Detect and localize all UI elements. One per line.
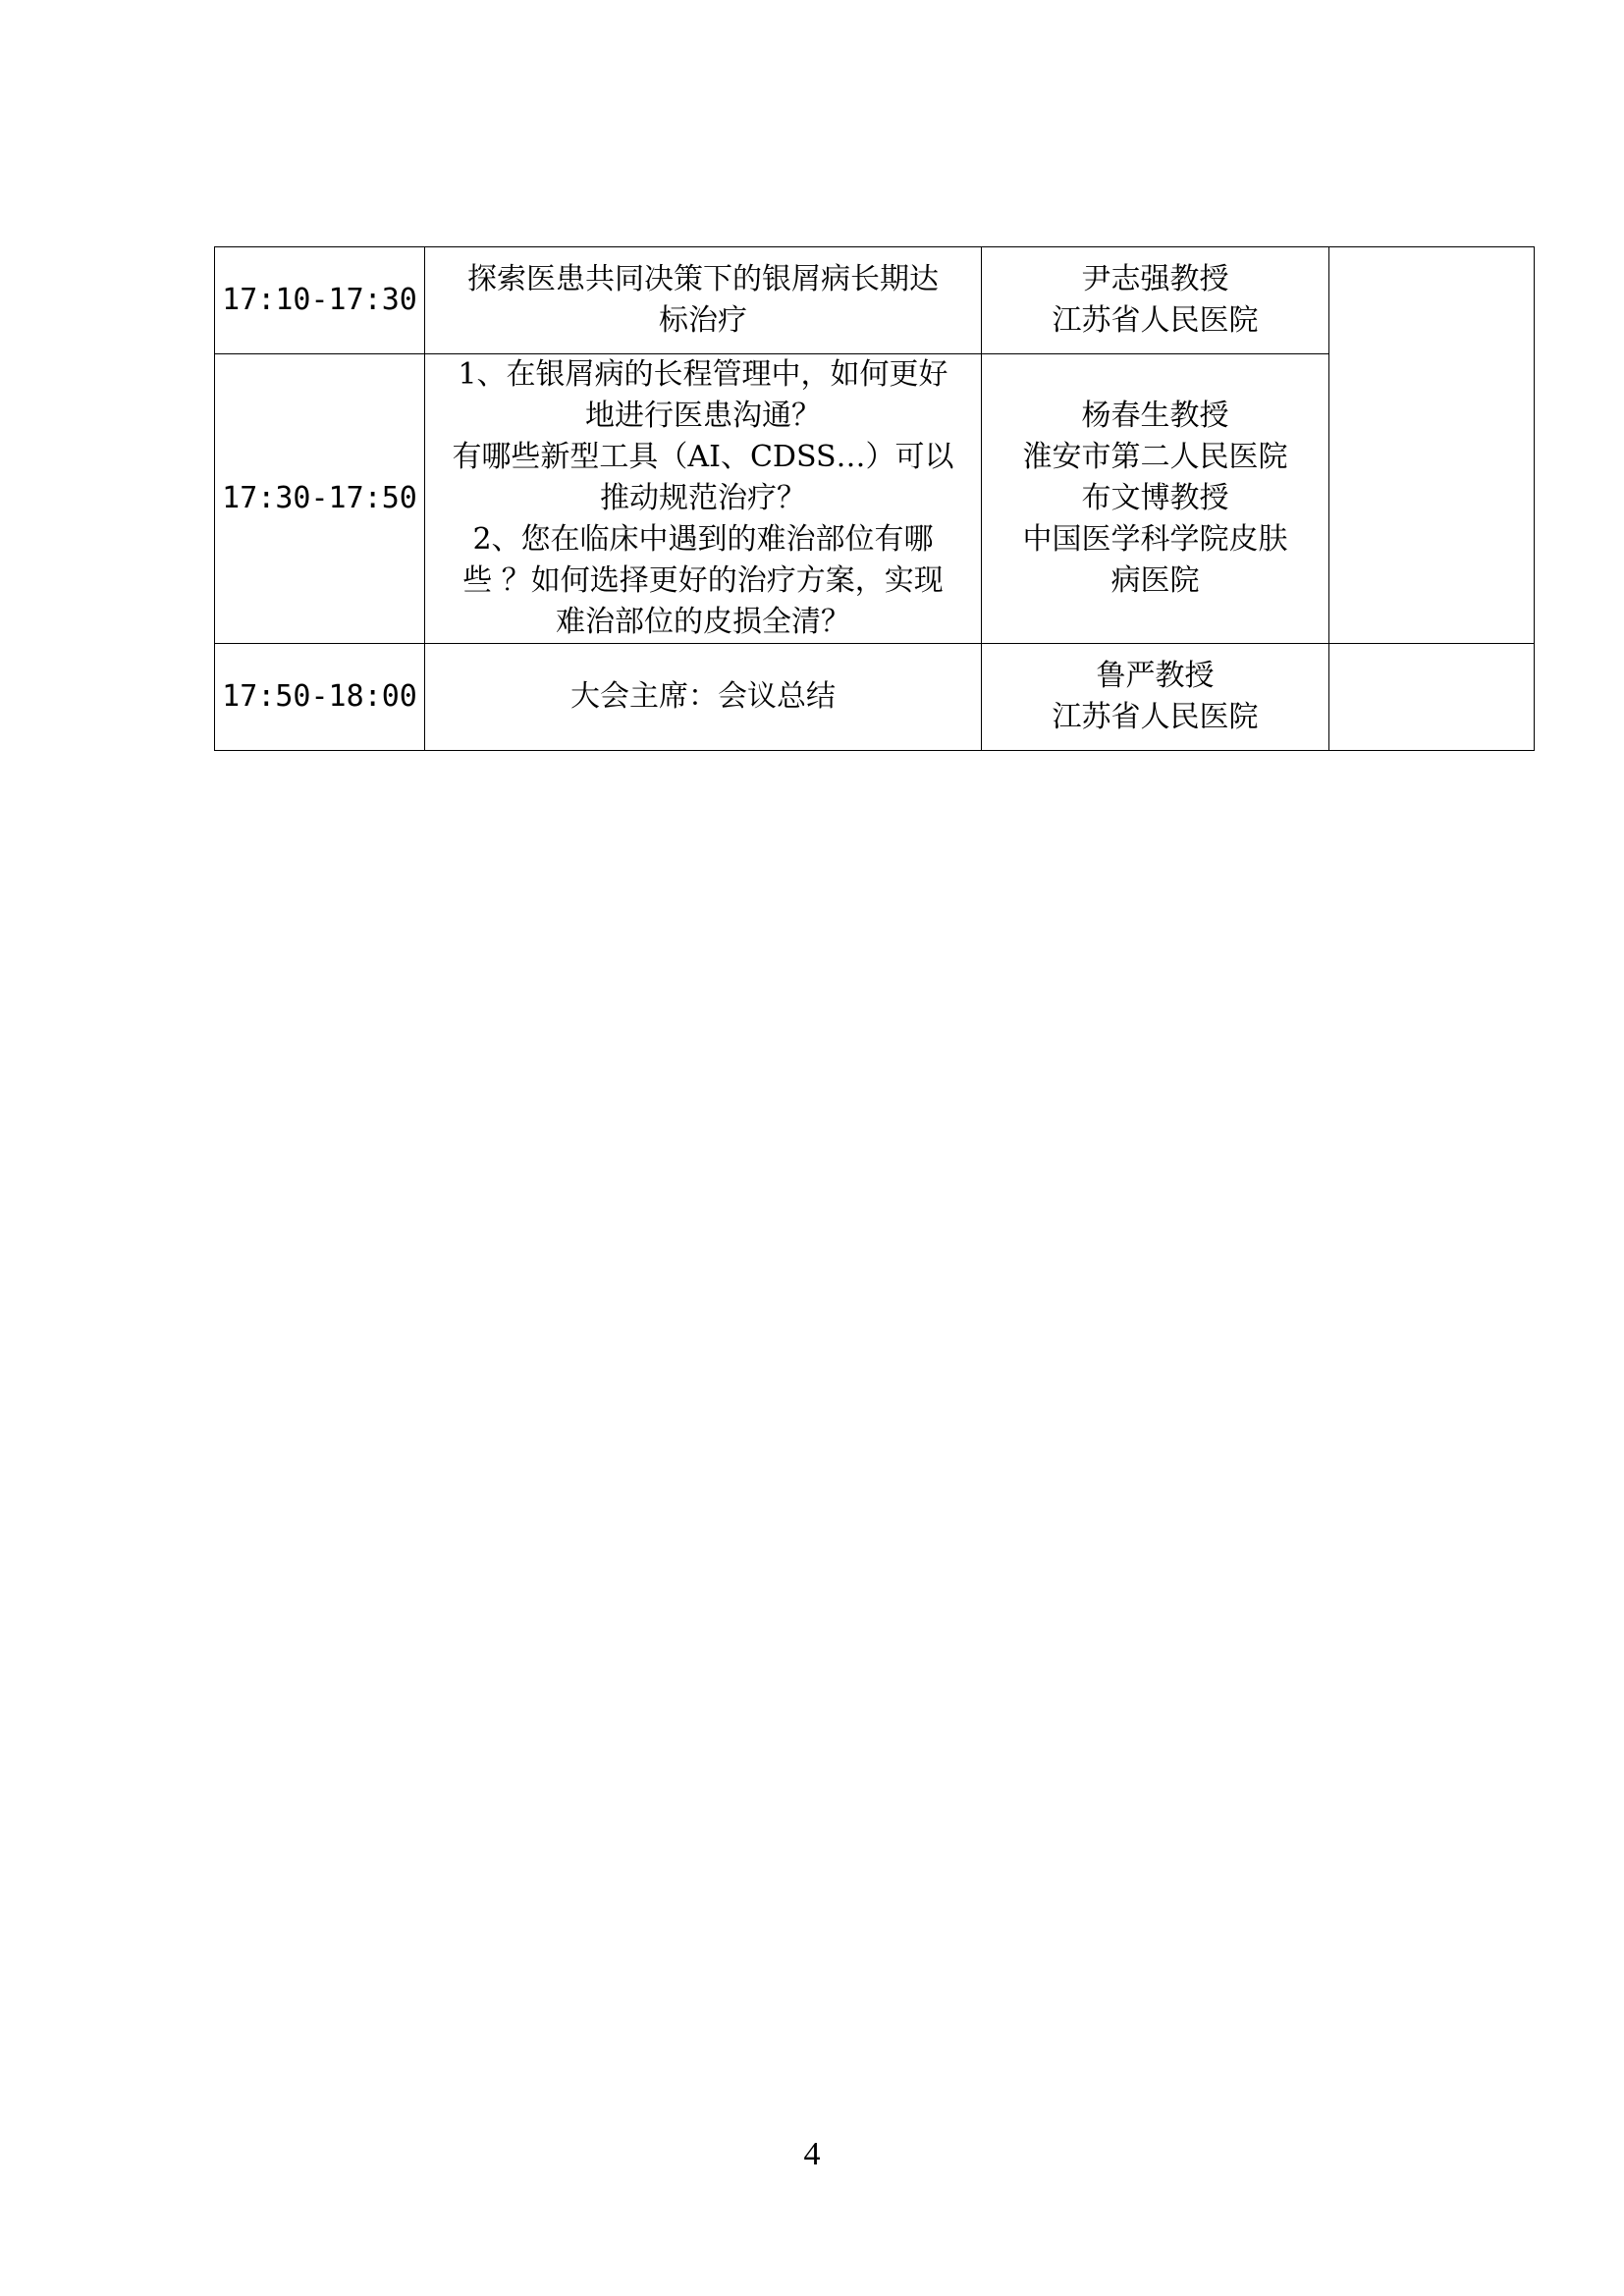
table-row — [215, 247, 1535, 354]
time-cell: 17:10-17:30 — [215, 247, 425, 354]
note-cell — [1329, 247, 1535, 644]
topic-line: 有哪些新型工具（AI、CDSS…）可以 — [452, 440, 954, 474]
time-cell: 17:50-18:00 — [215, 644, 425, 751]
speaker-cell — [982, 354, 1329, 644]
schedule-table — [214, 246, 1535, 751]
speaker-affiliation: 中国医学科学院皮肤 — [1022, 522, 1288, 557]
speaker-affiliation: 江苏省人民医院 — [1052, 700, 1259, 734]
topic-line: 难治部位的皮损全清？ — [556, 605, 850, 639]
speaker-affiliation: 江苏省人民医院 — [1052, 303, 1259, 338]
page-number: 4 — [803, 2136, 821, 2172]
topic-line: 地进行医患沟通？ — [585, 399, 821, 433]
topic-cell — [425, 354, 982, 644]
topic-line: 标治疗 — [659, 303, 747, 338]
speaker-affiliation: 淮安市第二人民医院 — [1022, 440, 1288, 474]
topic-line: 推动规范治疗？ — [600, 481, 806, 515]
speaker-cell — [982, 644, 1329, 751]
speaker-name: 鲁严教授 — [1096, 659, 1215, 693]
topic-line: 2、您在临床中遇到的难治部位有哪 — [472, 522, 934, 557]
table-row — [215, 644, 1535, 751]
speaker-name: 尹志强教授 — [1081, 262, 1229, 296]
topic-cell — [425, 247, 982, 354]
topic-line: 大会主席：会议总结 — [570, 679, 836, 714]
topic-cell — [425, 644, 982, 751]
topic-line: 些 ？如何选择更好的治疗方案，实现 — [462, 563, 944, 598]
speaker-cell — [982, 247, 1329, 354]
speaker-name: 杨春生教授 — [1081, 399, 1229, 433]
speaker-affiliation: 病医院 — [1110, 563, 1200, 598]
note-cell — [1329, 644, 1535, 751]
speaker-name: 布文博教授 — [1081, 481, 1229, 515]
time-cell: 17:30-17:50 — [215, 354, 425, 644]
topic-line: 1、在银屑病的长程管理中，如何更好 — [458, 357, 948, 392]
topic-line: 探索医患共同决策下的银屑病长期达 — [467, 262, 939, 296]
